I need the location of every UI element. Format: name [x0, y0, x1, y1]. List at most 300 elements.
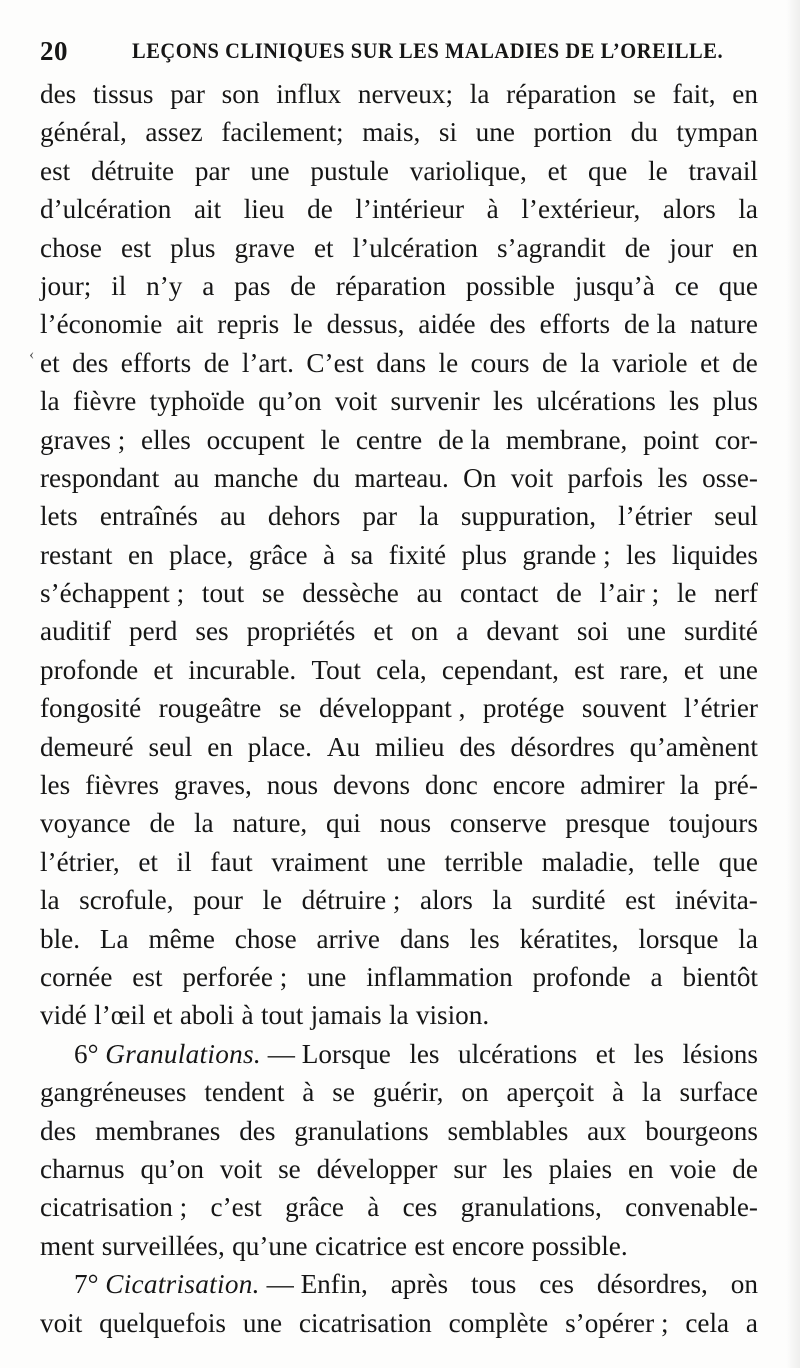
word: alors	[662, 194, 716, 225]
word: le	[648, 155, 668, 186]
word: efforts	[539, 309, 611, 340]
word: que	[588, 155, 628, 186]
word: arrive	[316, 923, 380, 954]
word: l’air ;	[599, 578, 660, 609]
word: ses	[195, 616, 229, 647]
word: auditif	[40, 616, 111, 647]
word: cependant,	[441, 654, 559, 685]
word: et	[547, 155, 568, 186]
word: ulcérations	[457, 1038, 578, 1069]
running-title: LEÇONS CLINIQUES SUR LES MALADIES DE L’OREILLE.	[132, 38, 724, 63]
section-heading-line	[40, 1265, 758, 1303]
word: cicatrisation	[298, 1307, 432, 1338]
word: faut	[210, 846, 253, 877]
word: donc	[424, 770, 478, 801]
word: marteau.	[354, 462, 449, 493]
word: bourgeons	[645, 1115, 758, 1146]
word: que	[718, 270, 758, 301]
word: fongosité	[40, 693, 142, 724]
word: les	[669, 386, 700, 417]
word: — Enfin,	[259, 1269, 368, 1300]
word: et	[313, 232, 334, 263]
word: plaies	[548, 1153, 613, 1184]
word: nous	[379, 808, 432, 839]
word: qu’amènent	[629, 731, 758, 762]
word: jusqu’à	[574, 270, 655, 301]
text-line	[40, 958, 758, 996]
word: nerf	[714, 578, 758, 609]
word: centre	[355, 424, 423, 455]
word: qui	[326, 808, 361, 839]
word: conserve	[449, 808, 547, 839]
word: en	[127, 539, 154, 570]
paragraph-last-line	[40, 996, 758, 1034]
word: si	[438, 117, 458, 148]
word: ble.	[40, 923, 81, 954]
word: lieu	[243, 194, 285, 225]
word: la	[40, 386, 60, 417]
word: du	[312, 462, 340, 493]
word: une	[718, 654, 758, 685]
word: fièvre	[72, 386, 137, 417]
word: encore	[451, 1230, 525, 1261]
word: efforts	[120, 347, 192, 378]
word: une	[386, 846, 426, 877]
word: se	[261, 578, 285, 609]
word: influx	[276, 79, 342, 109]
word: graves,	[174, 770, 252, 801]
word: à	[323, 539, 336, 570]
word: est	[120, 232, 152, 263]
word: et	[152, 1000, 173, 1031]
word: s’échappent ;	[40, 578, 185, 609]
word: cela	[685, 1307, 730, 1338]
word: dans	[376, 347, 427, 378]
word: les	[492, 386, 524, 417]
word: sa	[350, 539, 374, 570]
text-line	[40, 1112, 758, 1150]
word: lésions	[682, 1038, 758, 1069]
word: 7°	[74, 1269, 106, 1300]
word: détruite	[91, 155, 175, 186]
word: gangréneuses	[40, 1077, 187, 1108]
word: désordres,	[596, 1269, 708, 1300]
word: il	[176, 846, 192, 877]
word: n’y	[146, 270, 183, 301]
word: scrofule,	[79, 885, 174, 916]
word: La	[99, 923, 129, 954]
word: variole	[612, 347, 688, 378]
word: qu’on	[140, 1153, 204, 1184]
word: point	[643, 424, 699, 455]
word: voie	[669, 1153, 717, 1184]
word: l’extérieur,	[521, 194, 641, 225]
word: inévita-	[674, 885, 758, 916]
word: ment	[40, 1230, 95, 1261]
word: à	[241, 1000, 254, 1031]
word: les	[469, 923, 500, 954]
word: même	[148, 923, 215, 954]
word: place,	[169, 539, 234, 570]
word: entraînés	[99, 501, 198, 532]
word: aidée	[418, 309, 476, 340]
word: contact	[459, 578, 539, 609]
word: s’agrandit	[496, 232, 606, 263]
word: ulcérations	[536, 386, 656, 417]
word: nature,	[232, 808, 308, 839]
text-line	[40, 766, 758, 804]
text-line	[40, 881, 758, 919]
word: après	[390, 1269, 449, 1300]
word: graves ;	[40, 424, 126, 455]
word: de la	[437, 424, 491, 455]
text-line	[40, 267, 758, 305]
text-line	[40, 75, 758, 113]
word: survenir	[390, 386, 480, 417]
text-line	[40, 920, 758, 958]
word: la	[193, 808, 214, 839]
page-header	[40, 36, 770, 76]
word: surveillées,	[101, 1230, 225, 1261]
word: s’opérer ;	[565, 1307, 669, 1338]
word: protége	[482, 693, 565, 724]
word: dessèche	[302, 578, 399, 609]
section-heading-line	[40, 1035, 758, 1073]
word: tout	[201, 578, 245, 609]
word: grâce	[285, 1192, 344, 1223]
word: des	[40, 1115, 77, 1146]
word: perd	[129, 616, 178, 647]
word: d’ulcération	[40, 194, 172, 225]
word: des	[40, 79, 77, 109]
word: de la	[624, 309, 677, 340]
word: semblables	[447, 1115, 569, 1146]
word: vision.	[415, 1000, 490, 1031]
word: et	[700, 347, 720, 378]
word: bientôt	[682, 961, 758, 992]
word: devons	[333, 770, 411, 801]
word: Au	[326, 731, 361, 762]
word: soi	[576, 616, 609, 647]
word: membrane,	[505, 424, 628, 455]
word: — Lorsque	[260, 1038, 391, 1069]
word: la	[419, 501, 439, 532]
word: la	[469, 79, 490, 109]
word: ces	[402, 1192, 438, 1223]
word: occupent	[206, 424, 305, 455]
section-heading-granulations: Granulations.	[105, 1038, 261, 1069]
word: des	[459, 731, 496, 762]
text-line	[40, 574, 758, 612]
section-heading-cicatrisation: Cicatrisation.	[105, 1269, 260, 1300]
text-line	[40, 1188, 758, 1226]
word: au	[416, 578, 443, 609]
word: les	[657, 462, 688, 493]
word: chose	[234, 923, 297, 954]
word: l’intérieur	[355, 194, 465, 225]
word: grâce	[248, 539, 308, 570]
word: au	[173, 462, 200, 493]
text-line	[40, 612, 758, 650]
word: fixité	[388, 539, 447, 570]
word: le	[676, 578, 697, 609]
word: voit	[334, 386, 378, 417]
word: incurable.	[188, 654, 297, 685]
text-line	[40, 190, 758, 228]
word: jour	[669, 232, 714, 263]
word: cornée	[40, 961, 113, 992]
word: pas	[234, 270, 271, 301]
word: jour;	[40, 270, 92, 301]
word: possible.	[531, 1230, 628, 1261]
word: presque	[565, 808, 650, 839]
word: ces	[539, 1269, 574, 1300]
word: seul	[148, 731, 193, 762]
word: par	[194, 155, 230, 186]
text-line	[40, 536, 758, 574]
word: la	[388, 1000, 409, 1031]
word: en	[627, 1153, 654, 1184]
word: a	[202, 270, 215, 301]
word: on	[730, 1269, 758, 1300]
word: l’art.	[241, 347, 294, 378]
word: vraiment	[271, 846, 368, 877]
word: dans	[399, 923, 450, 954]
word: tympan	[676, 117, 758, 148]
word: complète	[448, 1307, 549, 1338]
word: en	[732, 232, 758, 263]
word: il	[111, 270, 127, 301]
word: que	[718, 846, 758, 877]
word: cours	[470, 347, 530, 378]
word: voit	[219, 1153, 263, 1184]
word: lorsque	[638, 923, 719, 954]
word: de	[624, 232, 651, 263]
word: granulations	[294, 1115, 429, 1146]
word: de	[290, 270, 316, 301]
word: dessus,	[326, 309, 405, 340]
word: la	[40, 885, 60, 916]
word: Tout	[311, 654, 361, 685]
word: de	[732, 1153, 758, 1184]
word: son	[221, 79, 260, 109]
word: les	[409, 1038, 440, 1069]
word: et	[595, 1038, 616, 1069]
word: a	[650, 961, 663, 992]
word: tout	[260, 1000, 304, 1031]
word: ait	[193, 194, 222, 225]
word: restant	[40, 539, 113, 570]
word: est	[40, 155, 71, 186]
text-line	[40, 305, 758, 343]
word: la	[580, 347, 600, 378]
word: voit	[40, 1307, 83, 1338]
word: pustule	[310, 155, 389, 186]
word: milieu	[374, 731, 445, 762]
text-line	[40, 1150, 758, 1188]
word: se	[633, 79, 656, 109]
word: cicatrisation ;	[40, 1192, 188, 1223]
word: seul	[714, 501, 758, 532]
word: profonde	[40, 654, 139, 685]
text-line	[40, 843, 758, 881]
word: telle	[653, 846, 700, 877]
word: inflammation	[366, 961, 513, 992]
word: mais,	[362, 117, 421, 148]
word: à	[611, 1077, 625, 1108]
word: est	[625, 885, 656, 916]
word: une	[475, 117, 515, 148]
text-line	[40, 1304, 758, 1342]
word: membranes	[95, 1115, 221, 1146]
word: dehors	[267, 501, 341, 532]
word: développant ,	[318, 693, 466, 724]
word: lets	[40, 501, 78, 532]
text-line	[40, 459, 758, 497]
word: les	[40, 770, 71, 801]
word: On	[463, 462, 497, 493]
word: à	[302, 1077, 315, 1108]
word: cor-	[714, 424, 758, 455]
word: encore	[492, 770, 566, 801]
word: facilement;	[221, 117, 344, 148]
word: par	[170, 79, 205, 109]
word: grave	[234, 232, 295, 263]
word: kératites,	[519, 923, 619, 954]
word: charnus	[40, 1153, 125, 1184]
word: surdité	[531, 885, 606, 916]
word: est	[574, 654, 605, 685]
text-line	[40, 804, 758, 842]
word: toujours	[668, 808, 758, 839]
word: pré-	[714, 770, 758, 801]
word: la	[738, 194, 758, 225]
word: travail	[688, 155, 758, 186]
word: les	[502, 1153, 533, 1184]
word: de	[556, 578, 582, 609]
word: nature	[690, 309, 758, 340]
word: demeuré	[40, 731, 134, 762]
word: en	[207, 731, 233, 762]
word: liquides	[671, 539, 758, 570]
word: elles	[141, 424, 191, 455]
word: se	[278, 693, 302, 724]
word: tous	[470, 1269, 517, 1300]
word: la	[738, 923, 758, 954]
text-line	[40, 421, 758, 459]
word: voit	[510, 462, 554, 493]
word: à	[367, 1192, 380, 1223]
word: portion	[533, 117, 613, 148]
word: et	[153, 654, 174, 685]
word: du	[630, 117, 658, 148]
word: l’ulcération	[352, 232, 478, 263]
word: les	[626, 539, 657, 570]
word: nous	[266, 770, 319, 801]
word: plus	[461, 539, 507, 570]
word: propriétés	[246, 616, 356, 647]
word: tissus	[93, 79, 154, 109]
word: désordres	[510, 731, 615, 762]
word: par	[362, 501, 398, 532]
text-line	[40, 728, 758, 766]
word: l’économie	[40, 309, 163, 340]
word: maladie,	[541, 846, 635, 877]
word: se	[278, 1153, 301, 1184]
word: alors	[420, 885, 473, 916]
word: pour	[193, 885, 243, 916]
word: plus	[170, 232, 216, 263]
word: détruire ;	[301, 885, 401, 916]
word: possible	[465, 270, 555, 301]
text-line	[40, 497, 758, 535]
word: ait	[176, 309, 204, 340]
word: la	[679, 770, 700, 801]
word: perforée ;	[182, 961, 288, 992]
word: chose	[40, 232, 102, 263]
word: surface	[679, 1077, 758, 1108]
word: se	[332, 1077, 355, 1108]
word: la	[492, 885, 513, 916]
word: la	[641, 1077, 662, 1108]
word: quelquefois	[99, 1307, 226, 1338]
word: une	[307, 961, 347, 992]
word: rare,	[619, 654, 669, 685]
word: convenable-	[625, 1192, 758, 1223]
word: suppuration,	[460, 501, 597, 532]
word: de	[541, 347, 568, 378]
word: l’œil	[94, 1000, 146, 1031]
margin-mark: ‹	[29, 346, 35, 363]
word: souvent	[581, 693, 667, 724]
body-text	[40, 75, 758, 1342]
word: est	[132, 961, 163, 992]
word: 6°	[74, 1038, 106, 1069]
page-number: 20	[40, 36, 68, 66]
word: et	[683, 654, 704, 685]
word: grande ;	[522, 539, 611, 570]
word: et	[373, 616, 393, 647]
word: on	[461, 1077, 489, 1108]
word: profonde	[532, 961, 631, 992]
word: une	[242, 1307, 283, 1338]
word: une	[626, 616, 666, 647]
word: repris	[217, 309, 280, 340]
word: général,	[40, 117, 127, 148]
text-line	[40, 229, 758, 267]
word: rougeâtre	[158, 693, 262, 724]
scan-edge-shadow	[786, 0, 800, 1368]
word: granulations,	[460, 1192, 602, 1223]
word: en	[732, 79, 758, 109]
word: fait,	[672, 79, 716, 109]
word: terrible	[444, 846, 524, 877]
word: qu’on	[258, 386, 322, 417]
word: le	[262, 885, 283, 916]
word: les	[633, 1038, 664, 1069]
word: l’étrier	[618, 501, 693, 532]
word: l’étrier	[683, 693, 758, 724]
word: réparation	[335, 270, 446, 301]
text-line	[40, 344, 758, 382]
word: aperçoit	[506, 1077, 595, 1108]
word: des	[489, 309, 526, 340]
word: plus	[712, 386, 758, 417]
word: typhoïde	[149, 386, 245, 417]
word: guérir,	[372, 1077, 444, 1108]
word: une	[250, 155, 290, 186]
word: des	[72, 347, 109, 378]
